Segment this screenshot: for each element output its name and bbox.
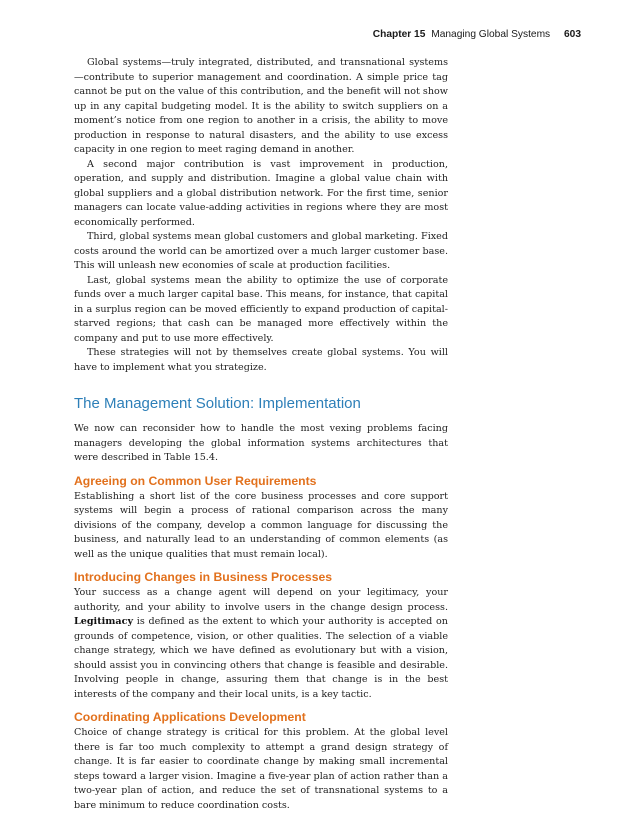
paragraph: Third, global systems mean global customers and global marketing. Fixed costs around the world can be amortized over a much larger customer base. This will unleash new economies of scale at production facilities. [74,231,448,271]
body-text [74,56,448,813]
text-segment: Your success as a change agent will depend on your legitimacy, your authority, and your ability to involve users in the change design process. [74,587,448,613]
chapter-label: Chapter 15 [372,29,426,40]
paragraph: Last, global systems mean the ability to optimize the use of corporate funds over a much larger capital base. This means, for instance, that capital in a surplus region can be moved efficiently to expand production of capital-starved regions; that cash can be managed more effectively within the company and put to use more effectively. [74,274,448,344]
running-head [373,29,581,40]
page-number: 603 [564,29,581,40]
chapter-title: Managing Global Systems [431,29,551,40]
paragraph: Global systems—truly integrated, distributed, and transnational systems—contribute to superior management and coordination. A simple price tag cannot be put on the value of this contribution, and the benefit will not show up in any capital budgeting model. It is the ability to switch suppliers on a moment’s notice from one region to another in a crisis, the ability to move production in response to natural disasters, and the ability to use excess capacity in one region to meet raging demand in another. [74,57,448,155]
section-heading: The Management Solution: Implementation [74,395,361,412]
text-segment: is defined as the extent to which your authority is accepted on grounds of competence, vision, or other qualities. The selection of a viable change strategy, which we have defined as evolutionary but with a vision, should assist you in convincing others that change is feasible and desirable. Involving people in change, assuring them that change is in the best interests of the company and their local units, is a key tactic. [74,616,448,700]
section-intro: We now can reconsider how to handle the most vexing problems facing managers developing the global information systems architectures that were described in Table 15.4. [74,423,448,463]
key-term: Legitimacy [74,616,134,627]
subsection-text [74,586,448,702]
subsection-heading: Introducing Changes in Business Processes [74,570,333,584]
subsection-text: Choice of change strategy is critical for this problem. At the global level there is far too much complexity to attempt a grand design strategy of change. It is far easier to coordinate change by making small incremental steps toward a larger vision. Imagine a five-year plan of action rather than a two-year plan of action, and reduce the set of transnational systems to a bare minimum to reduce coordination costs. [74,727,448,811]
paragraph: A second major contribution is vast improvement in production, operation, and supply and distribution. Imagine a global value chain with global suppliers and a global distribution network. For the first time, senior managers can locate value-adding activities in regions where they are most economically performed. [74,158,448,228]
paragraph: These strategies will not by themselves create global systems. You will have to implement what you strategize. [74,347,448,373]
subsection-heading: Agreeing on Common User Requirements [74,473,317,488]
subsection-heading: Coordinating Applications Development [74,710,306,724]
subsection-text: Establishing a short list of the core business processes and core support systems will begin a process of rational comparison across the many divisions of the company, develop a common language for discussing the business, and naturally lead to an understanding of common elements (as well as the unique qualities that must remain local). [74,490,448,560]
